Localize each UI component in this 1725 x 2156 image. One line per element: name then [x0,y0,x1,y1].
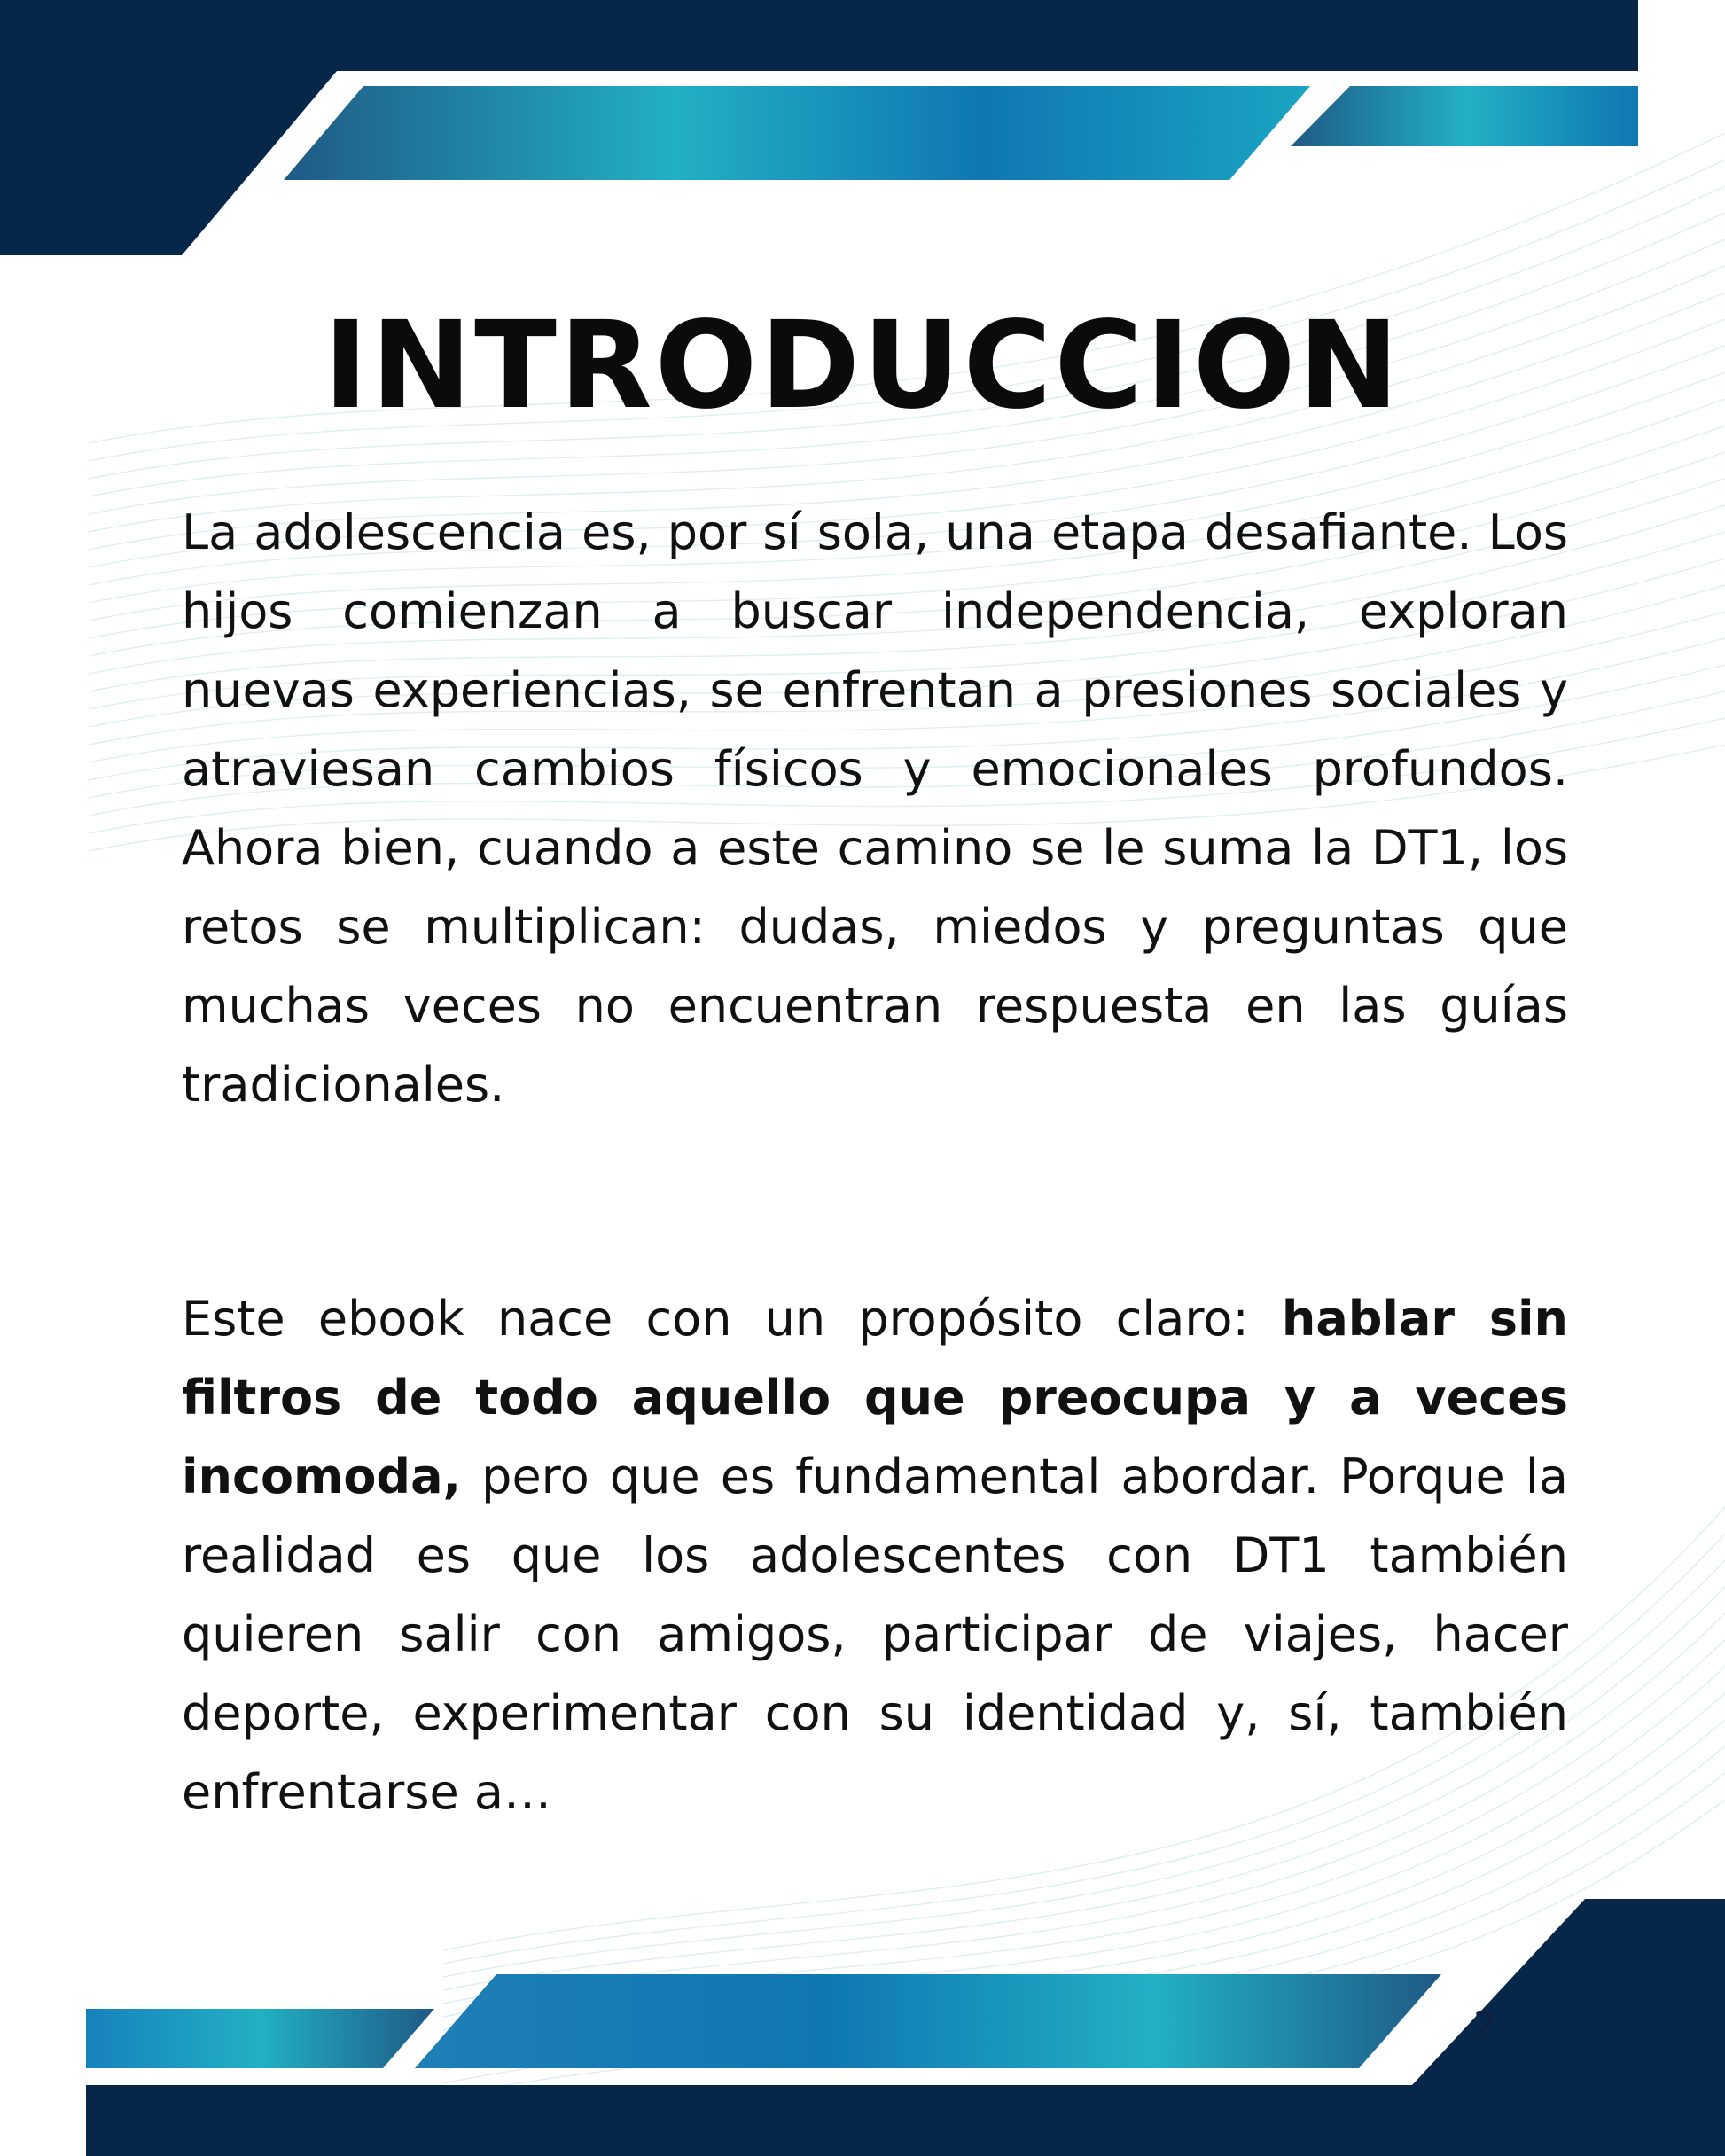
paragraph-2-lead: Este ebook nace con un propósito claro: [182,1291,1282,1347]
paragraph-2-rest: pero que es fundamental abordar. Porque la realidad es que los adolescentes con DT1 también quieren salir con amigos, participar de viajes, hacer deporte, experimentar con su identidad y, sí, también enfrentarse a… [182,1449,1568,1820]
top-gradient-stripe [284,86,1310,180]
paragraph-2-emphasis: hablar sin filtros de todo aquello que preocupa y a veces incomoda, [182,1291,1568,1504]
page-title: INTRODUCCION [323,296,1402,436]
bottom-gradient-stripe-small [86,2009,434,2068]
intro-paragraph-2 [182,1279,1568,1832]
page-number: 2 [1473,2005,1496,2046]
intro-paragraph-1: La adolescencia es, por sí sola, una etapa desafiante. Los hijos comienzan a buscar independencia, exploran nuevas experiencias, se enfrentan a presiones sociales y atraviesan cambios físicos y emocionales profundos. Ahora bien, cuando a este camino se le suma la DT1, los retos se multiplican: dudas, miedos y preguntas que muchas veces no encuentran respuesta en las guías tradicionales. [182,504,1568,1113]
bottom-gradient-stripe [415,1974,1441,2068]
top-gradient-stripe-small [1291,86,1638,146]
